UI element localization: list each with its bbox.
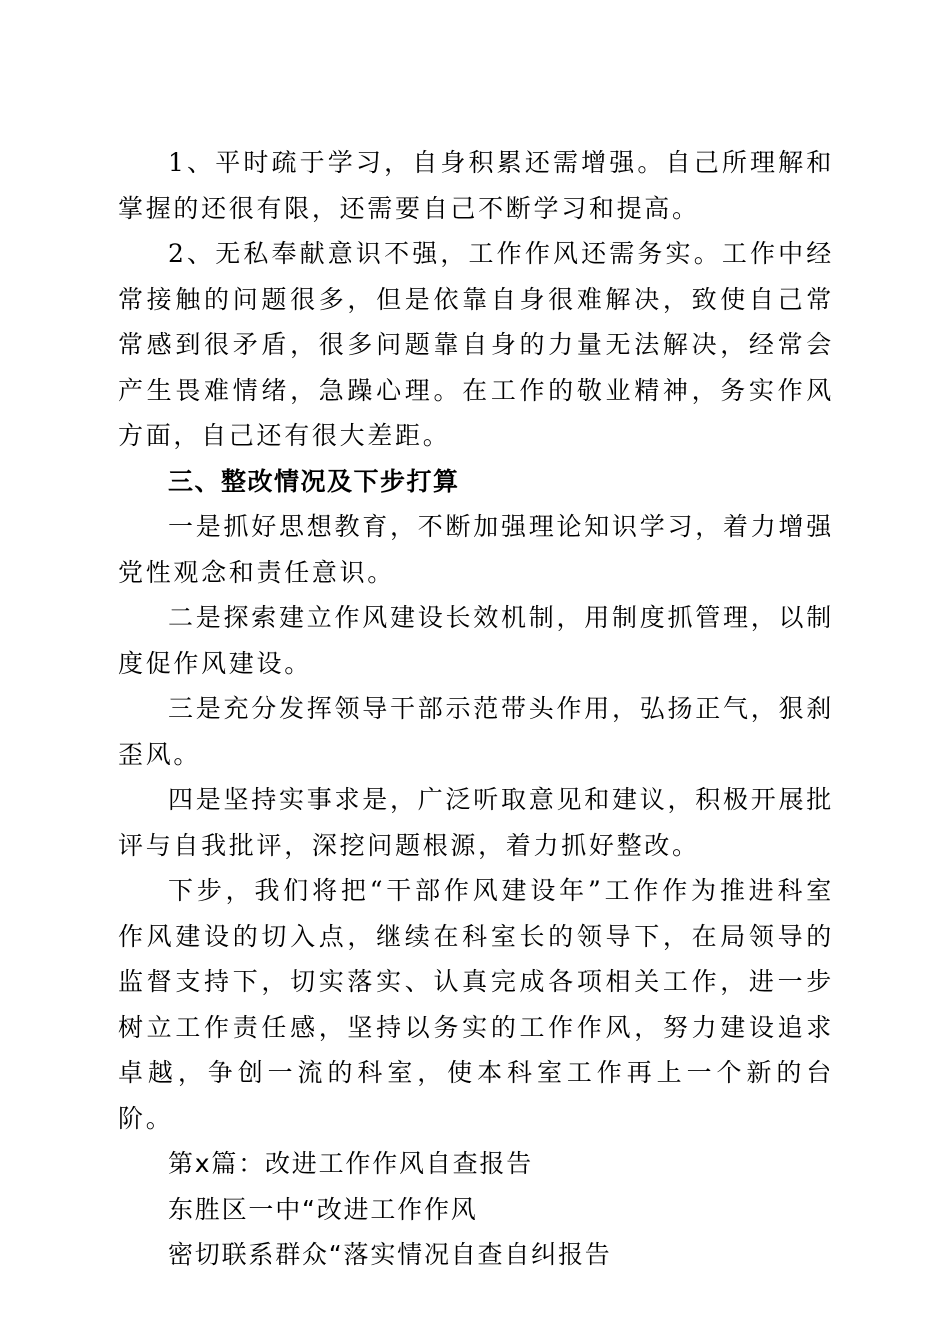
- article-title: 第x篇：改进工作作风自查报告: [168, 1149, 533, 1178]
- paragraph-measure-1: 一是抓好思想教育，不断加强理论知识学习，着力增强党性观念和责任意识。: [118, 512, 834, 587]
- document-page: [118, 140, 834, 1278]
- paragraph-measure-2: 二是探索建立作风建设长效机制，用制度抓管理，以制度促作风建设。: [118, 603, 834, 678]
- paragraph-next-steps: 下步，我们将把“干部作风建设年”工作作为推进科室作风建设的切入点，继续在科室长的领导下，在局领导的监督支持下，切实落实、认真完成各项相关工作，进一步树立工作责任感，坚持以务实的工作作风，努力建设追求卓越，争创一流的科室，使本科室工作再上一个新的台阶。: [118, 876, 834, 1133]
- section-heading: 三、整改情况及下步打算: [168, 466, 460, 496]
- article-subtitle-line-1: 东胜区一中“改进工作作风: [168, 1194, 478, 1224]
- paragraph-measure-4: 四是坚持实事求是，广泛听取意见和建议，积极开展批评与自我批评，深挖问题根源，着力抓好整改。: [118, 785, 834, 860]
- paragraph-issue-1: 1、平时疏于学习，自身积累还需增强。自己所理解和掌握的还很有限，还需要自己不断学习和提高。: [118, 148, 834, 223]
- paragraph-issue-2: 2、无私奉献意识不强，工作作风还需务实。工作中经常接触的问题很多，但是依靠自身很难解决，致使自己常常感到很矛盾，很多问题靠自身的力量无法解决，经常会产生畏难情绪，急躁心理。在工作的敬业精神，务实作风方面，自己还有很大差距。: [118, 239, 834, 450]
- article-subtitle-line-2: 密切联系群众“落实情况自查自纠报告: [168, 1240, 612, 1269]
- paragraph-measure-3: 三是充分发挥领导干部示范带头作用，弘扬正气，狠刹歪风。: [118, 694, 834, 769]
